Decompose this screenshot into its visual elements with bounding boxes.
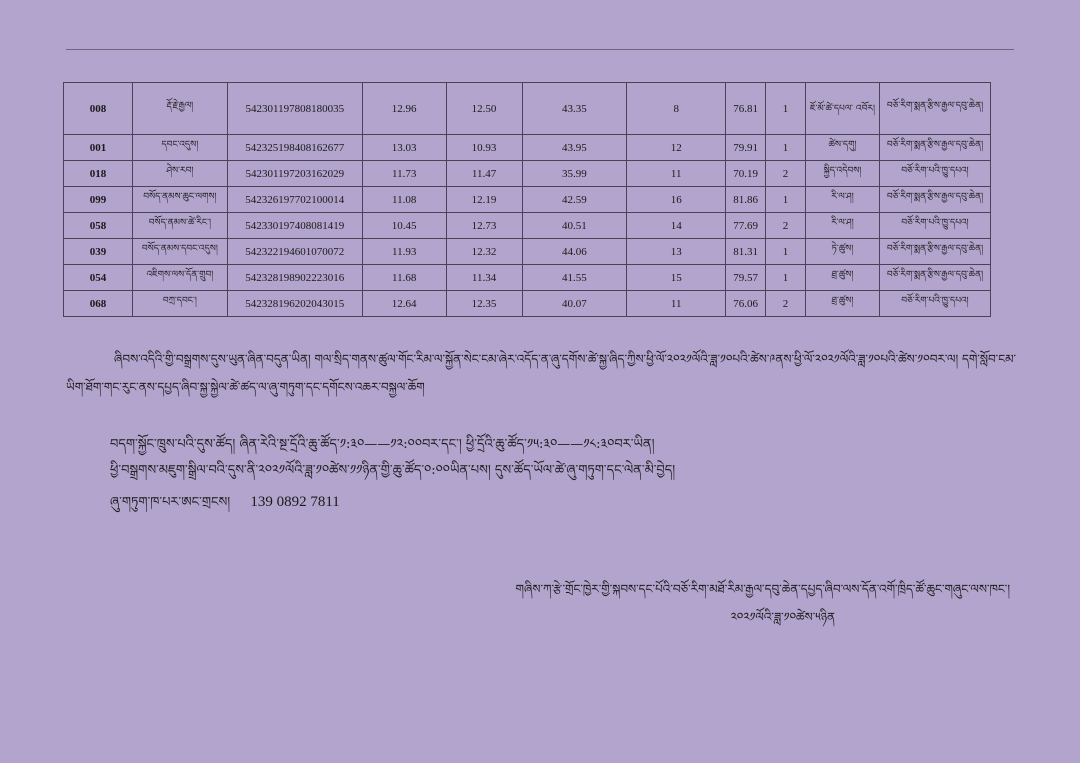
cell-idcard: 542301197808180035: [227, 83, 362, 135]
cell-place: རི་ལ་ཤ།: [806, 213, 880, 239]
cell-s2: 12.32: [446, 239, 522, 265]
cell-s4: 11: [627, 291, 726, 317]
cell-rank: 2: [766, 213, 806, 239]
cell-rank: 1: [766, 239, 806, 265]
cell-s3: 41.55: [522, 265, 627, 291]
cell-place: ཐྲ་ཚུས།: [806, 291, 880, 317]
cell-idcard: 542322194601070072: [227, 239, 362, 265]
cell-s3: 43.35: [522, 83, 627, 135]
cell-name: བསོད་ནམས་ཆུང་ལགས།: [132, 187, 227, 213]
table-row: [64, 161, 991, 187]
cell-s3: 40.07: [522, 291, 627, 317]
table-row: [64, 135, 991, 161]
table-row: [64, 187, 991, 213]
cell-rank: 1: [766, 83, 806, 135]
cell-s1: 10.45: [362, 213, 446, 239]
cell-total: 76.81: [726, 83, 766, 135]
announcement-paragraph: ཞིབས་འདིའི་གྱི་བསྒྲགས་དུས་ཡུན་ཞིན་བདུན་ཡིན། གལ་སྲིད་གནས་ཚུལ་གོང་རིམ་ལ་སྐྱོན་སེང་ངམ་ཞེར་འདོད་ན་ཞུ་དགོས་ཚེ་སྐྱ་ཞིད་ཀྱིས་ཕྱི་ལོ་༢༠༢༡ལོའི་ཟླ་༡༠པའི་ཚེས་༩ནས་ཕྱི་ལོ་༢༠༢༡ལོའི་ཟླ་༡༠པའི་ཚེས་༡༠བར་ལ། དགེ་སློབ་ངམ་ཡིག་ཐོག་གང་རུང་ནས་དཔྱད་ཞིབ་སྐྱ་སྐྱེལ་ཚེ་ཚད་ལ་ཞུ་གཏུག་དང་དགོངས་འཆར་བསྐྱལ་ཆོག: [66, 352, 1017, 394]
cell-name: བསོད་ནམས་དབང་འདུས།: [132, 239, 227, 265]
cell-dept: བཅོ་རིག་སྨན་རྩིས་རྒྱལ་དབུ་ཆེན།: [879, 83, 990, 135]
cell-s1: 11.73: [362, 161, 446, 187]
cell-idcard: 542301197203162029: [227, 161, 362, 187]
cell-s3: 35.99: [522, 161, 627, 187]
phone-label: ཞུ་གཏུག་ཁ་པར་ཨང་གྲངས།: [110, 495, 231, 510]
cell-id: 001: [64, 135, 133, 161]
notice-block: [110, 432, 1010, 484]
cell-idcard: 542328198902223016: [227, 265, 362, 291]
cell-s2: 12.19: [446, 187, 522, 213]
cell-s1: 11.68: [362, 265, 446, 291]
cell-total: 76.06: [726, 291, 766, 317]
cell-s3: 43.95: [522, 135, 627, 161]
cell-place: ཐྲ་ཚུས།: [806, 265, 880, 291]
cell-idcard: 542328196202043015: [227, 291, 362, 317]
cell-dept: བཅོ་རིག་པའི་ཁྱུ་དཔའ།: [879, 161, 990, 187]
cell-s1: 11.08: [362, 187, 446, 213]
deadline-line: ཕྱི་བསྒྲགས་མཇུག་སྒྲིལ་བའི་དུས་ནི་༢༠༢༡ལོའི་ཟླ་༡༠ཚེས་༡༡ཉིན་གྱི་ཆུ་ཚོད་༠:༠༠ཡིན་པས། དུས་ཚོད་ཡོལ་ཚེ་ཞུ་གཏུག་དང་ལེན་མི་བྱེད།: [110, 463, 676, 478]
cell-id: 068: [64, 291, 133, 317]
cell-id: 058: [64, 213, 133, 239]
cell-s1: 12.64: [362, 291, 446, 317]
cell-dept: བཅོ་རིག་སྨན་རྩིས་རྒྱལ་དབུ་ཆེན།: [879, 187, 990, 213]
cell-s1: 13.03: [362, 135, 446, 161]
cell-id: 099: [64, 187, 133, 213]
cell-s4: 16: [627, 187, 726, 213]
cell-id: 018: [64, 161, 133, 187]
cell-rank: 2: [766, 161, 806, 187]
table-row: [64, 213, 991, 239]
cell-s4: 14: [627, 213, 726, 239]
cell-s2: 10.93: [446, 135, 522, 161]
cell-total: 81.31: [726, 239, 766, 265]
cell-place: སྐྱིད་འདེབས།: [806, 161, 880, 187]
cell-total: 77.69: [726, 213, 766, 239]
cell-place: ཚེས་དགུ།: [806, 135, 880, 161]
table-body: [64, 83, 991, 317]
signature-date: ༢༠༢༡ལོའི་ཟླ་༡༠ཚེས་༥ཉིན: [730, 610, 835, 624]
phone-line: [110, 489, 340, 516]
cell-s4: 13: [627, 239, 726, 265]
cell-id: 008: [64, 83, 133, 135]
cell-idcard: 542326197702100014: [227, 187, 362, 213]
cell-rank: 1: [766, 265, 806, 291]
cell-s1: 11.93: [362, 239, 446, 265]
cell-total: 79.91: [726, 135, 766, 161]
cell-s4: 12: [627, 135, 726, 161]
cell-dept: བཅོ་རིག་སྨན་རྩིས་རྒྱལ་དབུ་ཆེན།: [879, 239, 990, 265]
cell-s2: 12.73: [446, 213, 522, 239]
cell-place: ཏེ་ཚུས།: [806, 239, 880, 265]
cell-s3: 40.51: [522, 213, 627, 239]
top-rule: [66, 49, 1014, 50]
cell-name: དབང་འདུས།: [132, 135, 227, 161]
cell-dept: བཅོ་རིག་པའི་ཁྱུ་དཔའ།: [879, 291, 990, 317]
cell-idcard: 542325198408162677: [227, 135, 362, 161]
table-row: [64, 291, 991, 317]
cell-s2: 11.34: [446, 265, 522, 291]
cell-name: འཇིགས་ལས་དོན་གྲུབ།: [132, 265, 227, 291]
cell-s3: 44.06: [522, 239, 627, 265]
cell-rank: 1: [766, 135, 806, 161]
cell-s2: 11.47: [446, 161, 522, 187]
cell-s4: 8: [627, 83, 726, 135]
cell-s2: 12.50: [446, 83, 522, 135]
cell-total: 79.57: [726, 265, 766, 291]
table-row: [64, 265, 991, 291]
cell-s3: 42.59: [522, 187, 627, 213]
cell-id: 054: [64, 265, 133, 291]
results-table: [63, 82, 991, 317]
cell-s4: 15: [627, 265, 726, 291]
table-row: [64, 239, 991, 265]
cell-name: བསོད་ནམས་ཚེ་རིང་།: [132, 213, 227, 239]
office-hours-line: བདག་སྐྱོང་ཁྲུས་པའི་དུས་ཚོད། ཞིན་རེའི་སྔ་དྲོའི་ཆུ་ཚོད་༡:༣༠——༡༢:༠༠བར་དང་། ཕྱི་དྲོའི་ཆུ་ཚོད་༡༥:༣༠——༡༨:༣༠བར་ཡིན།: [110, 437, 655, 452]
cell-place: ཇོ་མོ་ཚེ་དཔལ་ འབོར།: [806, 83, 880, 135]
cell-dept: བཅོ་རིག་པའི་ཁྱུ་དཔའ།: [879, 213, 990, 239]
cell-id: 039: [64, 239, 133, 265]
cell-idcard: 542330197408081419: [227, 213, 362, 239]
cell-dept: བཅོ་རིག་སྨན་རྩིས་རྒྱལ་དབུ་ཆེན།: [879, 265, 990, 291]
cell-name: རྡོ་རྗེ་རྒྱལ།: [132, 83, 227, 135]
cell-s4: 11: [627, 161, 726, 187]
cell-name: ཤེས་རབ།: [132, 161, 227, 187]
phone-number: 139 0892 7811: [250, 494, 340, 510]
cell-name: བཀྲ་དབང་།: [132, 291, 227, 317]
cell-place: རི་ལ་ཤ།: [806, 187, 880, 213]
cell-total: 70.19: [726, 161, 766, 187]
cell-s2: 12.35: [446, 291, 522, 317]
cell-total: 81.86: [726, 187, 766, 213]
table-row: [64, 83, 991, 135]
cell-rank: 2: [766, 291, 806, 317]
cell-rank: 1: [766, 187, 806, 213]
cell-dept: བཅོ་རིག་སྨན་རྩིས་རྒྱལ་དབུ་ཆེན།: [879, 135, 990, 161]
signature-org: གཞིས་ཀ་རྩེ་གྲོང་ཁྱེར་གྱི་སྐབས་དང་པོའི་བཅོ་རིག་མཐོ་རིམ་རྒྱལ་དབུ་ཆེན་དཔྱད་ཞིབ་ལས་དོན་འགོ་ཁྲིད་ཚོ་ཆུང་གཞུང་ལས་ཁང་།: [515, 582, 1010, 596]
cell-s1: 12.96: [362, 83, 446, 135]
